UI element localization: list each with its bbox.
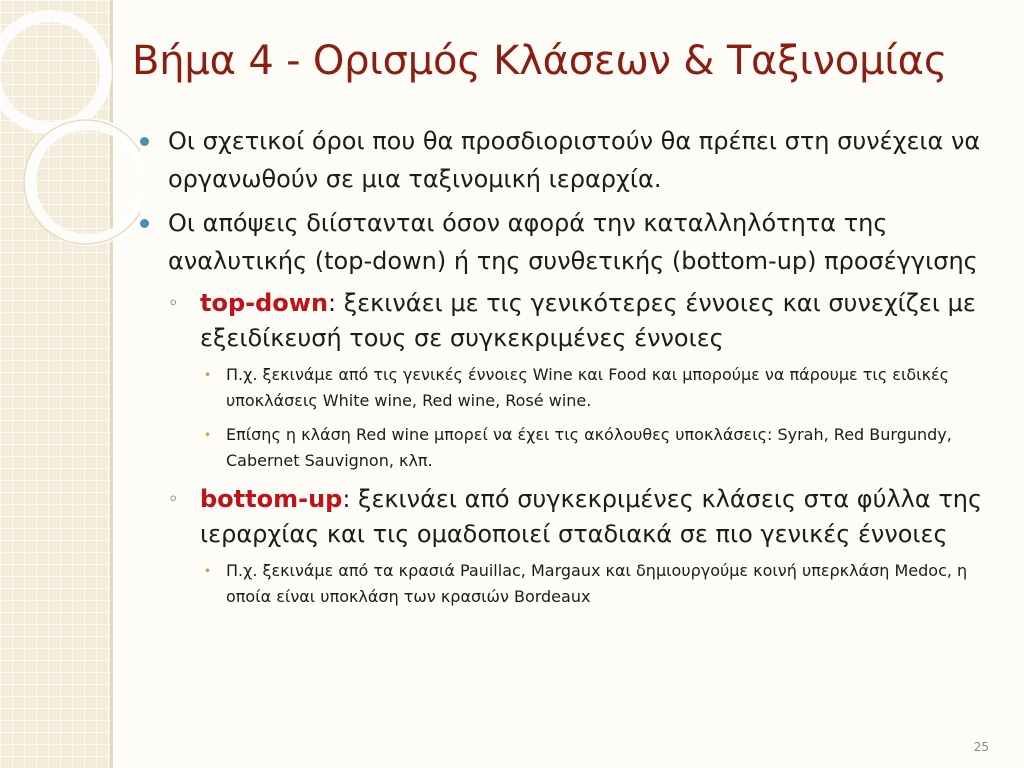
dot-bullet-icon: • [204,368,212,382]
example-item [132,422,1004,474]
approach-item-top-down [132,286,1004,356]
example-text: Επίσης η κλάση Red wine μπορεί να έχει τις ακόλουθες υποκλάσεις: Syrah, Red Burgundy, Cabernet Sauvignon, κλπ. [226,425,952,470]
circle-bullet-icon [140,137,149,146]
approach-text: : ξεκινάει από συγκεκριμένες κλάσεις στα φύλλα της ιεραρχίας και τις ομαδοποιεί σταδιακά σε πιο γενικές έννοιες [200,485,983,548]
bullet-text: Οι απόψεις διίστανται όσον αφορά την καταλληλότητα της αναλυτικής (top-down) ή της συνθετικής (bottom-up) προσέγγισης [168,209,978,275]
hollow-circle-bullet-icon: ◦ [168,489,179,510]
bullet-item [132,122,1004,198]
page-number: 25 [973,740,989,754]
slide-content [132,122,1004,618]
approach-item-bottom-up [132,482,1004,552]
example-item [132,362,1004,414]
approach-text: : ξεκινάει με τις γενικότερες έννοιες και συνεχίζει με εξειδίκευσή τους σε συγκεκριμένες έννοιες [200,289,976,352]
approach-keyword: top-down [200,289,329,317]
dot-bullet-icon: • [204,564,212,578]
example-item [132,558,1004,610]
example-text: Π.χ. ξεκινάμε από τα κρασιά Pauillac, Margaux και δημιουργούμε κοινή υπερκλάση Medoc, η οποία είναι υποκλάση των κρασιών Bordeaux [226,561,968,606]
bullet-item [132,204,1004,280]
circle-bullet-icon [140,219,149,228]
example-text: Π.χ. ξεκινάμε από τις γενικές έννοιες Wine και Food και μπορούμε να πάρουμε τις ειδικές υποκλάσεις White wine, Red wine, Rosé wine. [226,365,950,410]
bullet-text: Οι σχετικοί όροι που θα προσδιοριστούν θα πρέπει στη συνέχεια να οργανωθούν σε μια ταξινομική ιεραρχία. [168,127,981,193]
approach-keyword: bottom-up [200,485,343,513]
slide-title: Βήμα 4 - Ορισμός Κλάσεων & Ταξινομίας [132,38,948,84]
hollow-circle-bullet-icon: ◦ [168,293,179,314]
dot-bullet-icon: • [204,428,212,442]
decorative-rings-icon [0,0,140,260]
